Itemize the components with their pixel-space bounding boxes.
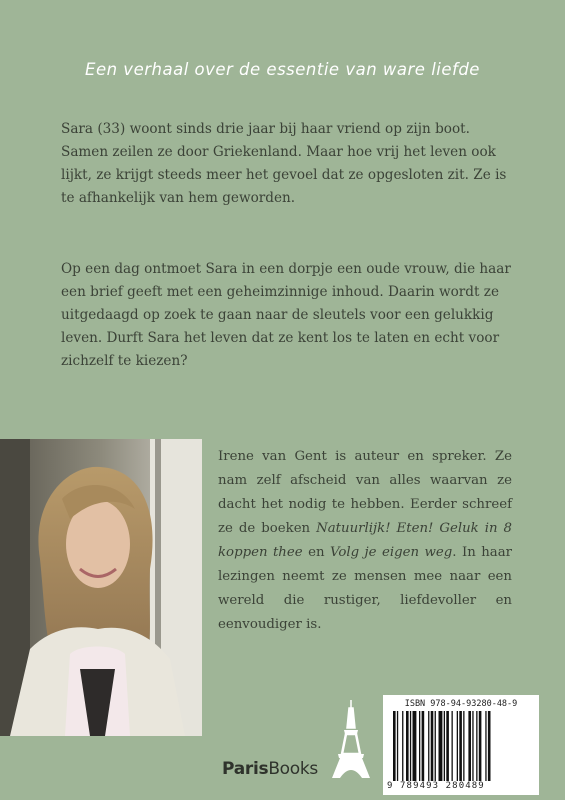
barcode-bars [393,711,531,781]
book-title-1: Natuurlijk! Eten! Geluk in 8 koppen thee [218,521,512,560]
book-title-2: Volg je eigen weg [329,545,453,560]
publisher-logo: ParisBooks [222,759,318,779]
barcode [383,695,539,795]
barcode-digits: 9 789493 280489 [387,781,485,791]
blurb-paragraph-1: Sara (33) woont sinds drie jaar bij haar vriend op zijn boot. Samen zeilen ze door Griekenland. Maar hoe vrij het leven ook lijkt, ze krijgt steeds meer het gevoel dat ze opgesloten zit. Ze is te afhankelijk van hem geworden. [61,121,507,206]
tagline: Een verhaal over de essentie van ware liefde [85,60,480,79]
eiffel-tower-icon [330,698,372,780]
author-photo [0,439,202,736]
author-bio: Irene van Gent is auteur en spreker. Ze nam zelf afscheid van alles waarvan ze dacht het nodig te hebben. Eerder schreef ze de boeken Natuurlijk! Eten! Geluk in 8 koppen thee en Volg je eigen weg. In haar lezingen neemt ze mensen mee naar een wereld die rustiger, liefdevoller en eenvoudiger is. [218,449,512,632]
isbn-label: ISBN 978-94-93280-48-9 [404,699,518,709]
blurb-paragraph-2: Op een dag ontmoet Sara in een dorpje een oude vrouw, die haar een brief geeft met een geheimzinnige inhoud. Daarin wordt ze uitgedaagd op zoek te gaan naar de sleutels voor een gelukkig leven. Durft Sara het leven dat ze kent los te laten en echt voor zichzelf te kiezen? [61,261,511,369]
